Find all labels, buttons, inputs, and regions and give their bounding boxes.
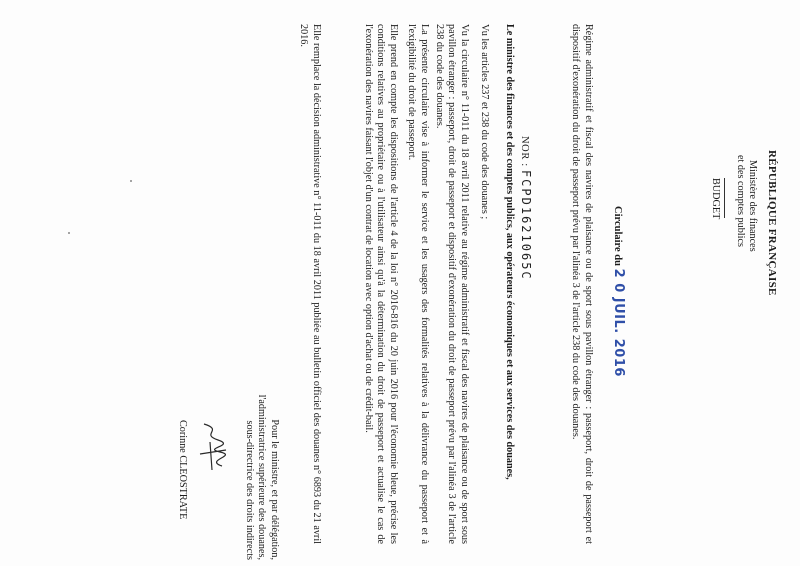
- scan-speck: [68, 232, 70, 234]
- handwritten-signature: [196, 420, 230, 480]
- nor-reference: [517, 136, 532, 281]
- circular-title-prefix: Circulaire du: [612, 206, 623, 266]
- object-paragraph: Régime administratif et fiscal des navires de plaisance ou de sport sous pavillon étranger : passeport, droit de passeport et dispositif d'exonération du droit de passeport prévu par l'alinéa 3 de l'article 238 du code des douanes.: [570, 24, 594, 544]
- minister-address: Le ministre des finances et des comptes publics, aux opérateurs économiques et aux services des douanes,: [504, 24, 515, 480]
- nor-value: FCPD1621065C: [519, 169, 533, 281]
- vu-articles: Vu les articles 237 et 238 du code des douanes ;: [479, 24, 490, 220]
- circular-title: [610, 206, 624, 377]
- signature-block: [242, 260, 280, 560]
- replacement-paragraph: Elle remplace la décision administrative n° 11-011 du 18 avril 2011 publiée au bulletin officiel des douanes n° 6893 du 21 avril 2016.: [298, 24, 322, 544]
- header-divider: [724, 178, 725, 218]
- signature-line-3: sous-directrice des droits indirects: [243, 420, 255, 560]
- date-stamp: 2 0 JUIL. 2016: [611, 268, 626, 377]
- law-paragraph: Elle prend en compte les dispositions de l'article 4 de la loi n° 2016-816 du 20 juin 2016 pour l'économie bleue, précise les conditions relatives au propriétaire ou à l'utilisateur ainsi qu'à la détermination du droit de passeport et actualise le cas de l'exonération des navires faisant l'objet d'un contrat de location avec option d'achat ou de crédit-bail.: [362, 24, 399, 544]
- nor-label: NOR :: [519, 136, 530, 167]
- signature-line-2: l'administratrice supérieure des douanes,: [256, 394, 268, 560]
- ministry-line-1: Ministère des finances: [747, 160, 758, 252]
- department-label: BUDGET: [710, 178, 721, 220]
- signature-line-1: Pour le ministre, et par délégation,: [269, 419, 280, 560]
- ministry-line-2: et des comptes publics: [735, 155, 746, 247]
- vu-circular: Vu la circulaire n° 11-011 du 18 avril 2011 relative au régime administratif et fiscal des navires de plaisance ou de sport sous pavillon étranger : passeport, droit de passeport et dispositif d'exonération du droit de passeport prévu par l'alinéa 3 de l'article 238 du code des douanes.: [433, 24, 470, 544]
- republic-heading: RÉPUBLIQUE FRANÇAISE: [766, 150, 778, 296]
- scan-speck: [130, 180, 132, 182]
- purpose-paragraph: La présente circulaire vise à informer le service et les usagers des formalités relatives à la délivrance du passeport et à l'exigibilité du droit de passeport.: [406, 24, 430, 544]
- signatory-name: Corinne CLEOSTRATE: [177, 420, 188, 520]
